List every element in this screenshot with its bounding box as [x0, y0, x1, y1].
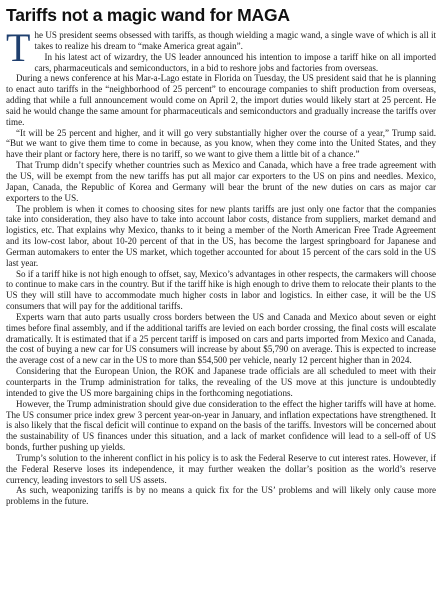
- drop-cap: T: [6, 25, 31, 70]
- article-paragraph: Trump’s solution to the inherent conflict in his policy is to ask the Federal Reserve to cut interest rates. However, if the Federal Reserve loses its independence, it may further weaken the dollar’s position as the world’s reserve currency, leading investors to sell US assets.: [6, 452, 436, 485]
- article-paragraph: In his latest act of wizardry, the US leader announced his intention to impose a tariff hike on all imported cars, pharmaceuticals and semiconductors, in a bid to reshore jobs and factories from overseas.: [34, 51, 436, 73]
- article-paragraph: That Trump didn’t specify whether countries such as Mexico and Canada, which have a free trade agreement with the US, will be exempt from the new tariffs has put all major car exporters to the US on pins and needles. Mexico, Japan, Canada, the Republic of Korea and Germany will bear the brunt of the new duties on cars as major car exporters to the US.: [6, 160, 436, 203]
- article-paragraph: “It will be 25 percent and higher, and it will go very substantially higher over the course of a year,” Trump said. “But we want to give them time to come in because, as you know, when they come into the United States, and they have their plant or factory here, there is no tariff, so we want to give them a little bit of a chance.”: [6, 127, 436, 160]
- article-paragraph: So if a tariff hike is not high enough to offset, say, Mexico’s advantages in other respects, the carmakers will choose to continue to make cars in the country. But if the tariff hike is high enough to drive them to relocate their plants to the US they will still have to accommodate much higher costs in labor and logistics. In either case, it will be the US consumers that will pay for the additional tariffs.: [6, 268, 436, 312]
- article-paragraph: However, the Trump administration should give due consideration to the effect the higher tariffs will have at home. The US consumer price index grew 3 percent year-on-year in January, and inflation expectations have strengthened. It is also likely that the fiscal deficit will continue to expand on the basis of the tariffs. Investors will be concerned about the sustainability of US finances under this situation, and a lack of market confidence will lead to a sell-off of US bonds, further pushing up yields.: [6, 398, 436, 453]
- article-paragraph: Experts warn that auto parts usually cross borders between the US and Canada and Mexico about seven or eight times before final assembly, and if the additional tariffs are levied on each border crossing, the final costs will escalate dramatically. It is estimated that if a 25 percent tariff is imposed on cars and parts imported from Mexico and Canada, the cost of buying a new car for US consumers will increase by about $5,790 on average. This is expected to increase the average cost of a new car in the US to more than $54,500 per vehicle, nearly 12 percent higher than in 2024.: [6, 311, 436, 366]
- article-paragraph: Considering that the European Union, the ROK and Japanese trade officials are all scheduled to meet with their counterparts in the Trump administration for talks, the revealing of the US move at this juncture is undoubtedly intended to give the US more bargaining chips in the forthcoming negotiations.: [6, 366, 436, 398]
- article: [6, 4, 436, 598]
- article-paragraph: The problem is when it comes to choosing sites for new plants tariffs are just only one factor that the companies take into consideration, they also have to take into account labor costs, distance from suppliers, market demand and logistics, etc. That explains why Mexico, thanks to it being a member of the North American Free Trade Agreement and its low-cost labor, about 10-20 percent of that in the US, has become the largest springboard for Japanese and German automakers to enter the US market, which together accounted for about 15 percent of the cars sold in the US last year.: [6, 203, 436, 268]
- article-headline: Tariffs not a magic wand for MAGA: [6, 5, 290, 25]
- article-body: [6, 25, 436, 507]
- article-paragraph: As such, weaponizing tariffs is by no means a quick fix for the US’ problems and will likely only cause more problems in the future.: [6, 485, 436, 507]
- paragraph-text: he US president seems obsessed with tariffs, as though wielding a magic wand, a single wave of which is all it takes to realize his dream to “make America great again”.: [34, 30, 436, 51]
- article-paragraph: During a news conference at his Mar-a-Lago estate in Florida on Tuesday, the US president said that he is planning to enact auto tariffs in the “neighborhood of 25 percent” to encourage companies to shift production from overseas, adding that while a full announcement would come on April 2, the import duties would likely start at 25 percent. He said he would change the same amount for pharmaceuticals and semiconductors and gradually increase the tariffs over time.: [6, 73, 436, 127]
